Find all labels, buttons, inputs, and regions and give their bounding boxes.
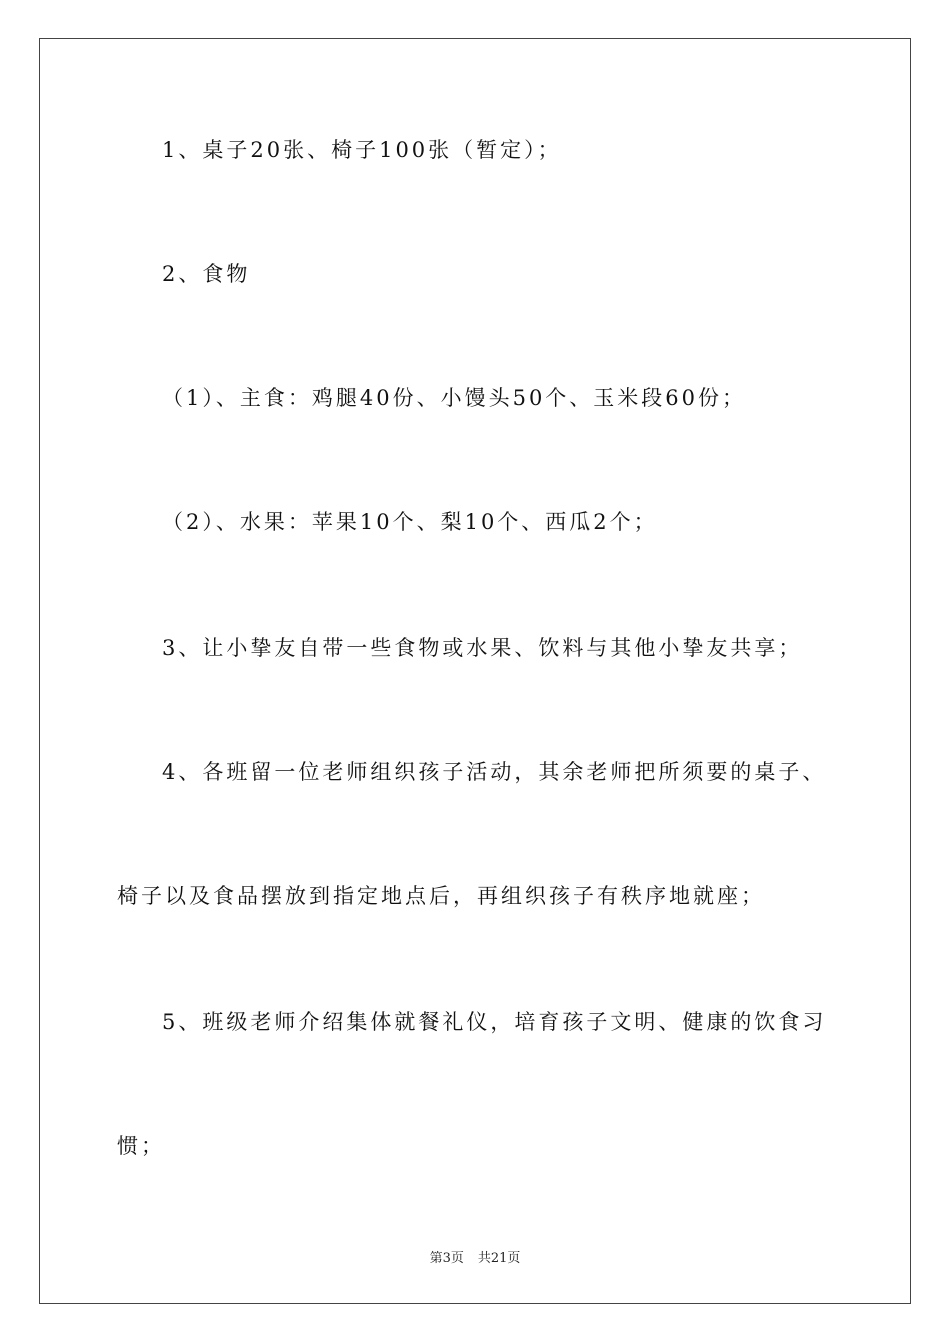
paragraph-dining-etiquette-cont: 惯； (117, 1134, 165, 1158)
paragraph-dining-etiquette: 5、班级老师介绍集体就餐礼仪，培育孩子文明、健康的饮食习 (162, 1010, 827, 1034)
paragraph-fruit: （2）、水果：苹果10个、梨10个、西瓜2个； (162, 510, 658, 534)
page-total: 共21页 (477, 1251, 521, 1266)
page-number: 第3页 (429, 1251, 464, 1266)
paragraph-bring-food: 3、让小挚友自带一些食物或水果、饮料与其他小挚友共享； (162, 636, 803, 660)
paragraph-tables-chairs: 1、桌子20张、椅子100张（暂定）； (162, 138, 562, 162)
page-frame (39, 38, 911, 1304)
paragraph-teacher-duties: 4、各班留一位老师组织孩子活动，其余老师把所须要的桌子、 (162, 760, 827, 784)
paragraph-food-heading: 2、食物 (162, 262, 251, 286)
paragraph-teacher-duties-cont: 椅子以及食品摆放到指定地点后，再组织孩子有秩序地就座； (117, 884, 765, 908)
paragraph-staple-food: （1）、主食：鸡腿40份、小馒头50个、玉米段60份； (162, 386, 747, 410)
page-footer (0, 1247, 950, 1266)
